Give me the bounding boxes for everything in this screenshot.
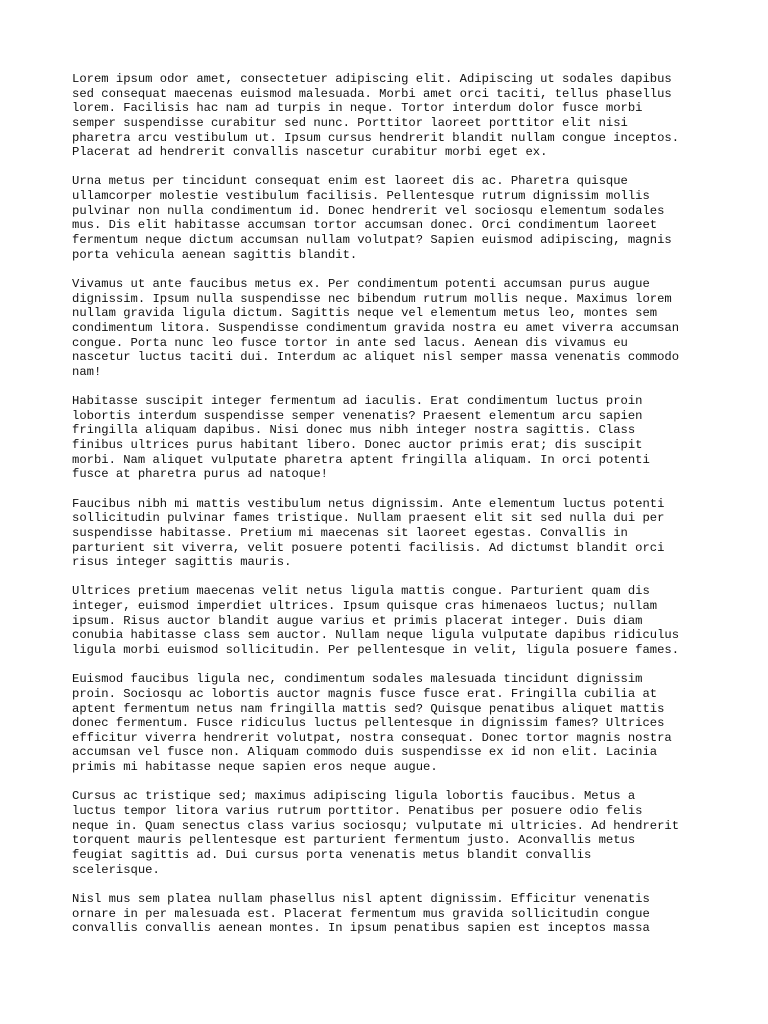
text-line: fermentum neque dictum accumsan nullam volutpat? Sapien euismod adipiscing, magnis bbox=[72, 233, 672, 248]
paragraph bbox=[72, 174, 704, 262]
text-line: finibus ultrices purus habitant libero. Donec auctor primis erat; dis suscipit bbox=[72, 438, 643, 453]
text-line: Urna metus per tincidunt consequat enim est laoreet dis ac. Pharetra quisque bbox=[72, 174, 628, 189]
paragraph bbox=[72, 72, 704, 160]
text-line: primis mi habitasse neque sapien eros neque augue. bbox=[72, 760, 438, 775]
text-line: Ultrices pretium maecenas velit netus ligula mattis congue. Parturient quam dis bbox=[72, 584, 650, 599]
text-line: condimentum litora. Suspendisse condimentum gravida nostra eu amet viverra accumsan bbox=[72, 320, 680, 335]
text-line: conubia habitasse class sem auctor. Nullam neque ligula vulputate dapibus ridiculus bbox=[72, 628, 680, 643]
text-line: convallis convallis aenean montes. In ipsum penatibus sapien est inceptos massa bbox=[72, 921, 650, 936]
text-line: Nisl mus sem platea nullam phasellus nisl aptent dignissim. Efficitur venenatis bbox=[72, 891, 650, 906]
text-line: pulvinar non nulla condimentum id. Donec hendrerit vel sociosqu elementum sodales bbox=[72, 203, 665, 218]
text-line: mus. Dis elit habitasse accumsan tortor accumsan donec. Orci condimentum laoreet bbox=[72, 218, 658, 233]
text-line: neque in. Quam senectus class varius sociosqu; vulputate mi ultricies. Ad hendrerit bbox=[72, 818, 680, 833]
text-line: pharetra arcu vestibulum ut. Ipsum cursus hendrerit blandit nullam congue inceptos. bbox=[72, 130, 680, 145]
paragraph bbox=[72, 892, 704, 936]
text-line: dignissim. Ipsum nulla suspendisse nec bibendum rutrum mollis neque. Maximus lorem bbox=[72, 291, 672, 306]
text-line: nam! bbox=[72, 364, 102, 379]
text-line: parturient sit viverra, velit posuere potenti facilisis. Ad dictumst blandit orci bbox=[72, 540, 665, 555]
text-line: lobortis interdum suspendisse semper venenatis? Praesent elementum arcu sapien bbox=[72, 408, 643, 423]
text-line: accumsan vel fusce non. Aliquam commodo duis suspendisse ex id non elit. Lacinia bbox=[72, 745, 658, 760]
text-line: Euismod faucibus ligula nec, condimentum sodales malesuada tincidunt dignissim bbox=[72, 672, 643, 687]
text-line: Lorem ipsum odor amet, consectetuer adipiscing elit. Adipiscing ut sodales dapibus bbox=[72, 72, 672, 86]
text-line: morbi. Nam aliquet vulputate pharetra aptent fringilla aliquam. In orci potenti bbox=[72, 452, 650, 467]
text-line: ornare in per malesuada est. Placerat fermentum mus gravida sollicitudin congue bbox=[72, 906, 650, 921]
paragraph bbox=[72, 277, 704, 379]
text-line: efficitur viverra hendrerit volutpat, nostra consequat. Donec tortor magnis nostra bbox=[72, 730, 672, 745]
text-line: aptent fermentum netus nam fringilla mattis sed? Quisque penatibus aliquet mattis bbox=[72, 701, 665, 716]
text-line: Vivamus ut ante faucibus metus ex. Per condimentum potenti accumsan purus augue bbox=[72, 276, 650, 291]
text-line: semper suspendisse curabitur sed nunc. Porttitor laoreet porttitor elit nisi bbox=[72, 115, 628, 130]
paragraph bbox=[72, 584, 704, 657]
text-line: feugiat sagittis ad. Dui cursus porta venenatis metus blandit convallis bbox=[72, 847, 592, 862]
text-line: lorem. Facilisis hac nam ad turpis in neque. Tortor interdum dolor fusce morbi bbox=[72, 101, 643, 116]
text-line: sollicitudin pulvinar fames tristique. Nullam praesent elit sit sed nulla dui per bbox=[72, 511, 665, 526]
text-line: scelerisque. bbox=[72, 862, 160, 877]
text-line: Cursus ac tristique sed; maximus adipiscing ligula lobortis faucibus. Metus a bbox=[72, 789, 636, 804]
text-line: sed consequat maecenas euismod malesuada. Morbi amet orci taciti, tellus phasellus bbox=[72, 86, 672, 101]
text-line: congue. Porta nunc leo fusce tortor in ante sed lacus. Aenean dis vivamus eu bbox=[72, 335, 628, 350]
document-page bbox=[72, 72, 704, 950]
text-line: proin. Sociosqu ac lobortis auctor magnis fusce fusce erat. Fringilla cubilia at bbox=[72, 686, 658, 701]
paragraph bbox=[72, 497, 704, 570]
text-line: ligula morbi euismod sollicitudin. Per pellentesque in velit, ligula posuere fames. bbox=[72, 642, 680, 657]
text-line: donec fermentum. Fusce ridiculus luctus pellentesque in dignissim fames? Ultrices bbox=[72, 716, 665, 731]
text-line: nascetur luctus taciti dui. Interdum ac aliquet nisl semper massa venenatis commodo bbox=[72, 350, 680, 365]
paragraph bbox=[72, 789, 704, 877]
text-line: luctus tempor litora varius rutrum porttitor. Penatibus per posuere odio felis bbox=[72, 804, 643, 819]
text-line: ullamcorper molestie vestibulum facilisis. Pellentesque rutrum dignissim mollis bbox=[72, 189, 650, 204]
text-line: Faucibus nibh mi mattis vestibulum netus dignissim. Ante elementum luctus potenti bbox=[72, 496, 665, 511]
text-line: fusce at pharetra purus ad natoque! bbox=[72, 467, 328, 482]
paragraph bbox=[72, 672, 704, 774]
text-line: Placerat ad hendrerit convallis nascetur curabitur morbi eget ex. bbox=[72, 145, 548, 160]
text-line: Habitasse suscipit integer fermentum ad iaculis. Erat condimentum luctus proin bbox=[72, 394, 643, 409]
text-line: suspendisse habitasse. Pretium mi maecenas sit laoreet egestas. Convallis in bbox=[72, 525, 628, 540]
paragraph bbox=[72, 394, 704, 482]
text-line: integer, euismod imperdiet ultrices. Ipsum quisque cras himenaeos luctus; nullam bbox=[72, 599, 658, 614]
text-line: risus integer sagittis mauris. bbox=[72, 555, 292, 570]
text-line: fringilla aliquam dapibus. Nisi donec mus nibh integer nostra sagittis. Class bbox=[72, 423, 636, 438]
text-line: ipsum. Risus auctor blandit augue varius et primis placerat integer. Duis diam bbox=[72, 613, 643, 628]
text-line: nullam gravida ligula dictum. Sagittis neque vel elementum metus leo, montes sem bbox=[72, 306, 658, 321]
text-line: torquent mauris pellentesque est parturient fermentum justo. Aconvallis metus bbox=[72, 833, 636, 848]
text-line: porta vehicula aenean sagittis blandit. bbox=[72, 247, 358, 262]
